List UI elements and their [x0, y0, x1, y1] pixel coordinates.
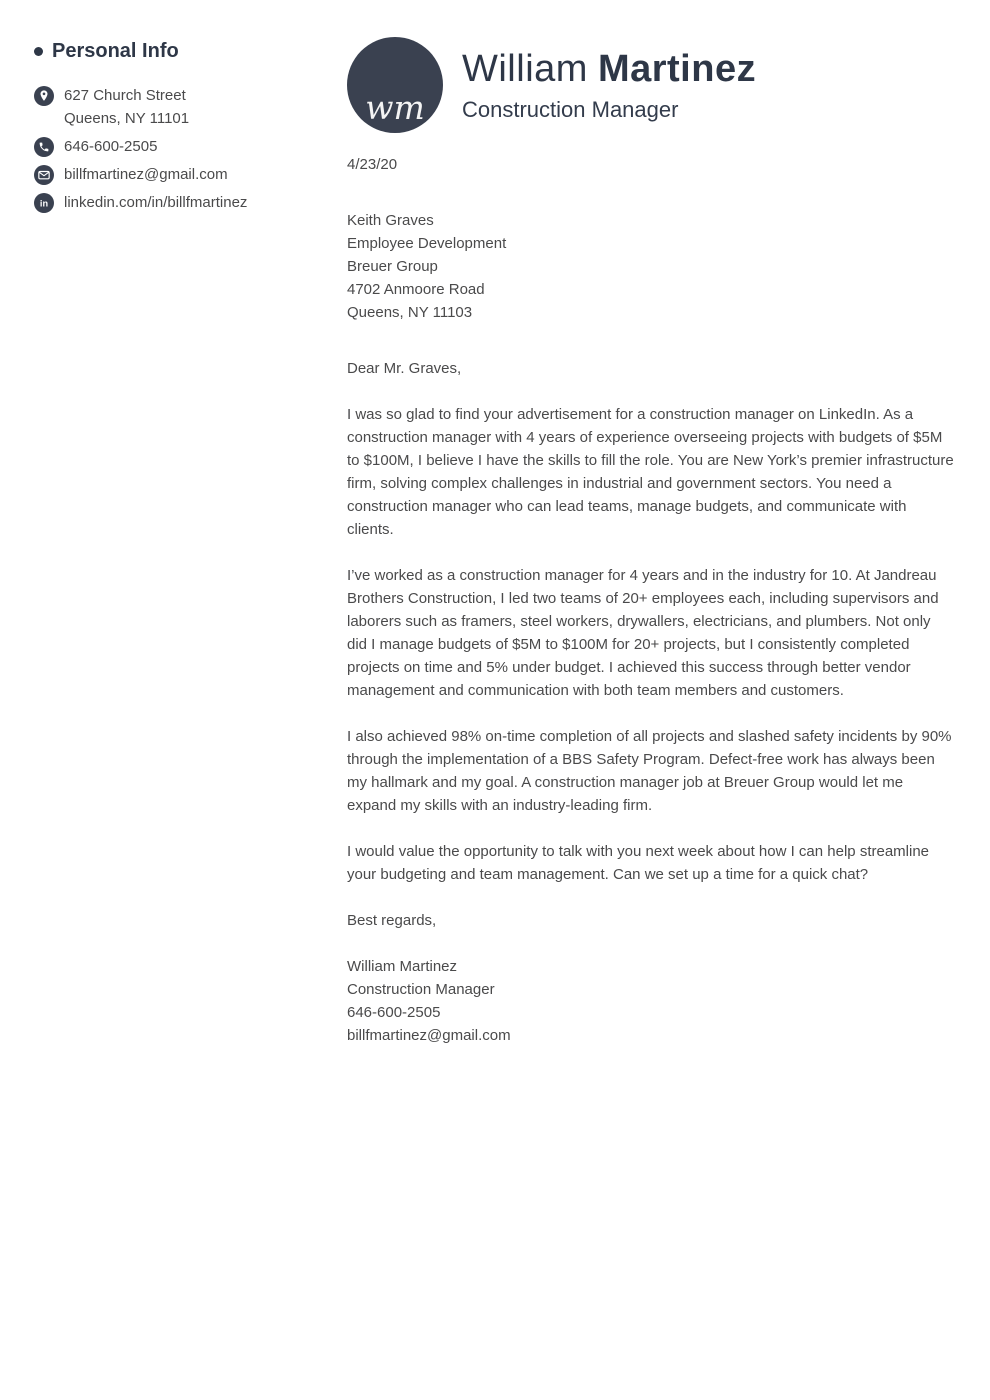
page-title — [462, 49, 756, 91]
recipient-block — [347, 209, 954, 324]
contact-line: billfmartinez@gmail.com — [64, 166, 228, 183]
sidebar-heading — [34, 40, 324, 63]
job-title: Construction Manager — [462, 97, 679, 123]
svg-text:in: in — [39, 198, 49, 209]
bullet-icon — [34, 47, 43, 56]
contact-item-phone — [34, 135, 324, 158]
paragraphs — [347, 403, 954, 886]
signature-line: Construction Manager — [347, 981, 495, 998]
signature-line: William Martinez — [347, 958, 458, 975]
recipient-line: Breuer Group — [347, 258, 438, 275]
contact-line: Queens, NY 11101 — [64, 110, 190, 127]
body-paragraph: I’ve worked as a construction manager for 4 years and in the industry for 10. At Jandreau Brothers Construction, I led two teams of 20+ employees each, including supervisors and laborers such as framers, steel workers, drywallers, electricians, and plumbers. Not only did I manage budgets of $5M to $100M for 20+ projects, but I consistently completed projects on time and 5% under budget. I achieved this success through better vendor management and communication with both team members and customers. — [347, 567, 939, 699]
signature-line: billfmartinez@gmail.com — [347, 1027, 511, 1044]
contact-text — [64, 191, 247, 214]
linkedin-icon — [34, 193, 54, 213]
avatar-initials: wm — [365, 88, 425, 127]
signature-block — [347, 955, 954, 1047]
contact-text — [64, 84, 189, 130]
closing: Best regards, — [347, 912, 437, 929]
sidebar — [34, 40, 324, 219]
recipient-line: Employee Development — [347, 235, 507, 252]
salutation: Dear Mr. Graves, — [347, 360, 462, 377]
contact-item-email — [34, 163, 324, 186]
signature-line: 646-600-2505 — [347, 1004, 441, 1021]
first-name: William — [462, 47, 588, 90]
letter-header — [347, 37, 954, 133]
letter-body — [347, 153, 954, 1047]
letter-date: 4/23/20 — [347, 156, 398, 173]
contact-line: 646-600-2505 — [64, 138, 158, 155]
location-icon — [34, 86, 54, 106]
contact-line: linkedin.com/in/billfmartinez — [64, 194, 248, 211]
body-paragraph: I would value the opportunity to talk with you next week about how I can help streamline your budgeting and team management. Can we set up a time for a quick chat? — [347, 843, 930, 883]
contact-item-location — [34, 84, 324, 130]
recipient-line: 4702 Anmoore Road — [347, 281, 485, 298]
contact-text — [64, 135, 157, 158]
phone-icon — [34, 137, 54, 157]
name-block — [462, 47, 756, 124]
contact-line: 627 Church Street — [64, 87, 186, 104]
recipient-line: Queens, NY 11103 — [347, 304, 473, 321]
body-paragraph: I was so glad to find your advertisement for a construction manager on LinkedIn. As a construction manager with 4 years of experience overseeing projects with budgets of $5M to $100M, I believe I have the skills to fill the role. You are New York’s premier infrastructure firm, solving complex challenges in industrial and government sectors. You need a construction manager who can lead teams, manage budgets, and communicate with clients. — [347, 406, 954, 538]
last-name: Martinez — [597, 47, 757, 90]
contact-text — [64, 163, 228, 186]
sidebar-heading-label: Personal Info — [52, 40, 179, 62]
contact-item-linkedin — [34, 191, 324, 214]
letter-main — [347, 37, 954, 1047]
avatar — [347, 37, 443, 133]
body-paragraph: I also achieved 98% on-time completion of all projects and slashed safety incidents by 90% through the implementation of a BBS Safety Program. Defect-free work has always been my hallmark and my goal. A construction manager job at Breuer Group would let me expand my skills with an industry-leading firm. — [347, 728, 952, 814]
email-icon — [34, 165, 54, 185]
contact-list — [34, 84, 324, 214]
recipient-line: Keith Graves — [347, 212, 434, 229]
